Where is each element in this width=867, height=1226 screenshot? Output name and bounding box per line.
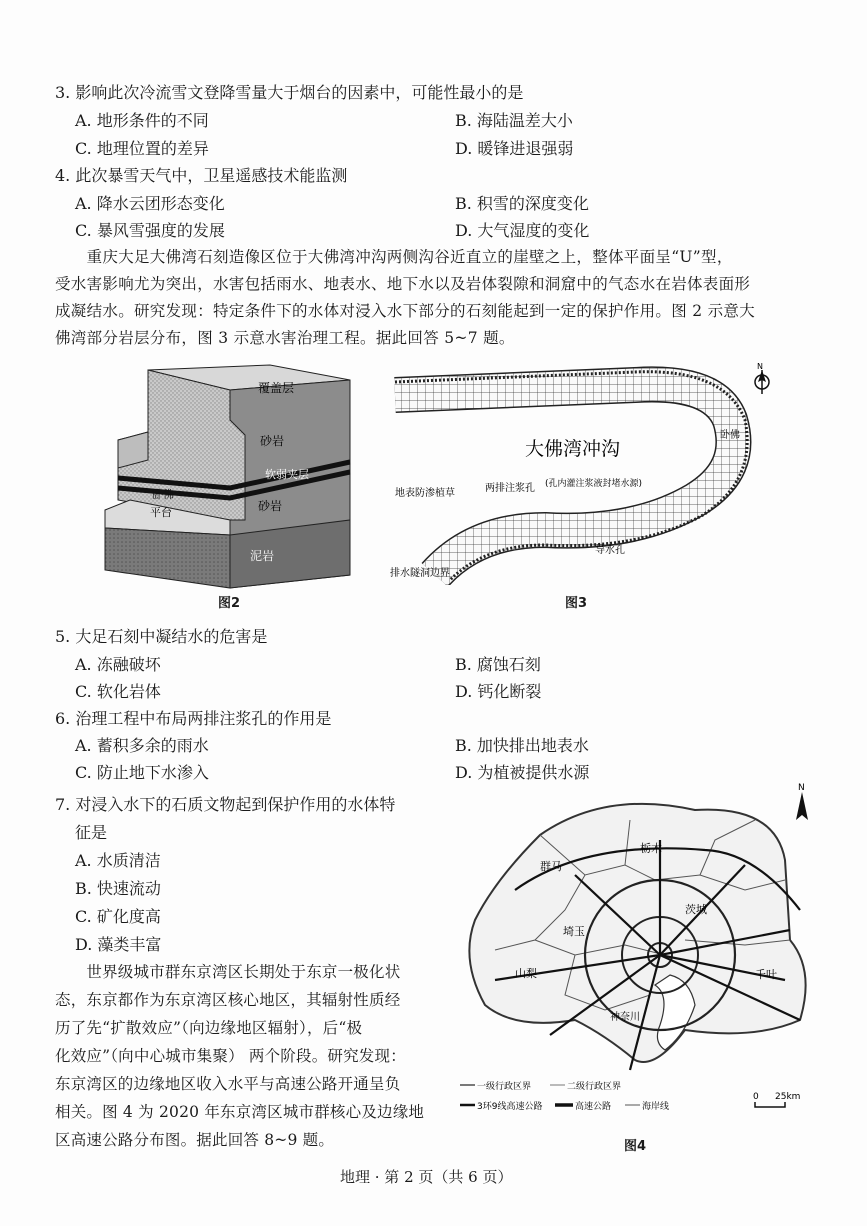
question-3-stem: 3. 影响此次冷流雪文登降雪量大于烟台的因素中，可能性最小的是 <box>55 83 524 102</box>
label-mudstone: 泥岩 <box>250 549 275 563</box>
passage-1-line: 成凝结水。研究发现：特定条件下的水体对浸入水下部分的石刻能起到一定的保护作用。图 2 示意大 <box>55 302 756 320</box>
q4-option-b: B. 积雪的深度变化 <box>455 194 589 213</box>
legend-first-level-boundary: 一级行政区界 <box>477 1082 532 1092</box>
label-platform: 平台 <box>150 506 172 519</box>
north-arrow-icon <box>796 783 808 820</box>
fig3-label-drain-hole: 导水孔 <box>595 545 625 556</box>
fig3-label-grout-note: (孔内灌注浆液封堵水源) <box>545 479 643 489</box>
q7-option-a: A. 水质清洁 <box>75 851 161 870</box>
q5-option-d: D. 钙化断裂 <box>455 682 542 701</box>
q4-option-c: C. 暴风雪强度的发展 <box>75 221 225 240</box>
label-cover-layer: 覆盖层 <box>258 381 295 395</box>
passage-2-line: 态，东京都作为东京湾区核心地区，其辐射性质经 <box>55 991 401 1009</box>
figure-4-caption: 图4 <box>624 1139 647 1154</box>
figure-3-gully-diagram <box>385 360 785 585</box>
q7-option-b: B. 快速流动 <box>75 879 161 898</box>
map-legend <box>460 1080 669 1112</box>
fig3-label-buddha: 卧佛 <box>720 430 740 441</box>
q7-option-c: C. 矿化度高 <box>75 907 161 926</box>
place-yamanashi: 山梨 <box>515 967 537 980</box>
fig3-label-grout-holes: 两排注浆孔 <box>485 483 535 494</box>
label-sandstone-lower: 砂岩 <box>258 499 283 513</box>
figure-4-tokyo-bay-map <box>455 780 825 1125</box>
place-chiba: 千叶 <box>755 968 777 981</box>
passage-2-line: 化效应”（向中心城市集聚） 两个阶段。研究发现： <box>55 1047 406 1065</box>
passage-1-line: 受水害影响尤为突出，水害包括雨水、地表水、地下水以及岩体裂隙和洞窟中的气态水在岩体表面形 <box>55 275 751 293</box>
q6-option-b: B. 加快排出地表水 <box>455 736 589 755</box>
fig3-label-vegetation: 地表防渗植草 <box>395 488 455 499</box>
svg-text:25km: 25km <box>775 1092 801 1102</box>
q3-option-d: D. 暖锋进退强弱 <box>455 139 574 158</box>
place-tochigi: 栃木 <box>640 842 662 855</box>
legend-second-level-boundary: 二级行政区界 <box>567 1082 622 1092</box>
passage-2-line: 历了先“扩散效应”（向边缘地区辐射），后“极 <box>55 1019 363 1037</box>
figure-2-strata-diagram <box>100 360 370 590</box>
place-gunma: 群马 <box>540 860 562 873</box>
svg-text:N: N <box>757 362 763 371</box>
figure-3-caption: 图3 <box>565 596 588 611</box>
q5-option-a: A. 冻融破坏 <box>75 655 161 674</box>
q4-option-d: D. 大气湿度的变化 <box>455 221 590 240</box>
gully-title: 大佛湾冲沟 <box>525 438 621 460</box>
passage-2-line: 区高速公路分布图。据此回答 8~9 题。 <box>55 1131 335 1149</box>
q7-option-d: D. 藻类丰富 <box>75 935 162 954</box>
passage-2-line: 世界级城市群东京湾区长期处于东京一极化状 <box>55 963 401 981</box>
question-7-stem: 7. 对浸入水下的石质文物起到保护作用的水体特 <box>55 795 396 814</box>
label-soft-layer: 软弱夹层 <box>265 468 309 481</box>
place-saitama: 埼玉 <box>563 925 585 938</box>
q3-option-c: C. 地理位置的差异 <box>75 139 209 158</box>
place-ibaraki: 茨城 <box>685 903 707 916</box>
label-sandstone-upper: 砂岩 <box>260 434 285 448</box>
scale-bar <box>753 1092 800 1107</box>
svg-text:0: 0 <box>753 1092 759 1102</box>
question-5-stem: 5. 大足石刻中凝结水的危害是 <box>55 627 268 646</box>
label-reclining-buddha: 卧佛 <box>152 488 174 501</box>
passage-1-line: 佛湾部分岩层分布，图 3 示意水害治理工程。据此回答 5~7 题。 <box>55 329 515 347</box>
figure-2-caption: 图2 <box>218 596 241 611</box>
q6-option-d: D. 为植被提供水源 <box>455 763 590 782</box>
question-6-stem: 6. 治理工程中布局两排注浆孔的作用是 <box>55 709 332 728</box>
passage-1-line: 重庆大足大佛湾石刻造像区位于大佛湾冲沟两侧沟谷近直立的崖壁之上，整体平面呈“U”型， <box>55 248 733 266</box>
q5-option-b: B. 腐蚀石刻 <box>455 655 541 674</box>
north-arrow-icon <box>755 362 769 394</box>
q5-option-c: C. 软化岩体 <box>75 682 161 701</box>
q6-option-a: A. 蓄积多余的雨水 <box>75 736 209 755</box>
page-footer: 地理 · 第 2 页（共 6 页） <box>340 1168 513 1186</box>
svg-text:N: N <box>798 783 805 793</box>
q3-option-b: B. 海陆温差大小 <box>455 111 573 130</box>
q6-option-c: C. 防止地下水渗入 <box>75 763 209 782</box>
legend-coastline: 海岸线 <box>642 1102 670 1112</box>
fig3-label-tunnel-boundary: 排水隧洞边界 <box>390 568 450 579</box>
place-kanagawa: 神奈川 <box>610 1012 640 1023</box>
q3-option-a: A. 地形条件的不同 <box>75 111 209 130</box>
legend-ring-expressway: 3环9线高速公路 <box>477 1102 543 1112</box>
legend-expressway: 高速公路 <box>575 1102 612 1112</box>
question-7-stem-cont: 征是 <box>75 823 108 842</box>
q4-option-a: A. 降水云团形态变化 <box>75 194 225 213</box>
question-4-stem: 4. 此次暴雪天气中，卫星遥感技术能监测 <box>55 166 348 185</box>
passage-2-line: 东京湾区的边缘地区收入水平与高速公路开通呈负 <box>55 1075 401 1093</box>
passage-2-line: 相关。图 4 为 2020 年东京湾区城市群核心及边缘地 <box>55 1103 425 1121</box>
